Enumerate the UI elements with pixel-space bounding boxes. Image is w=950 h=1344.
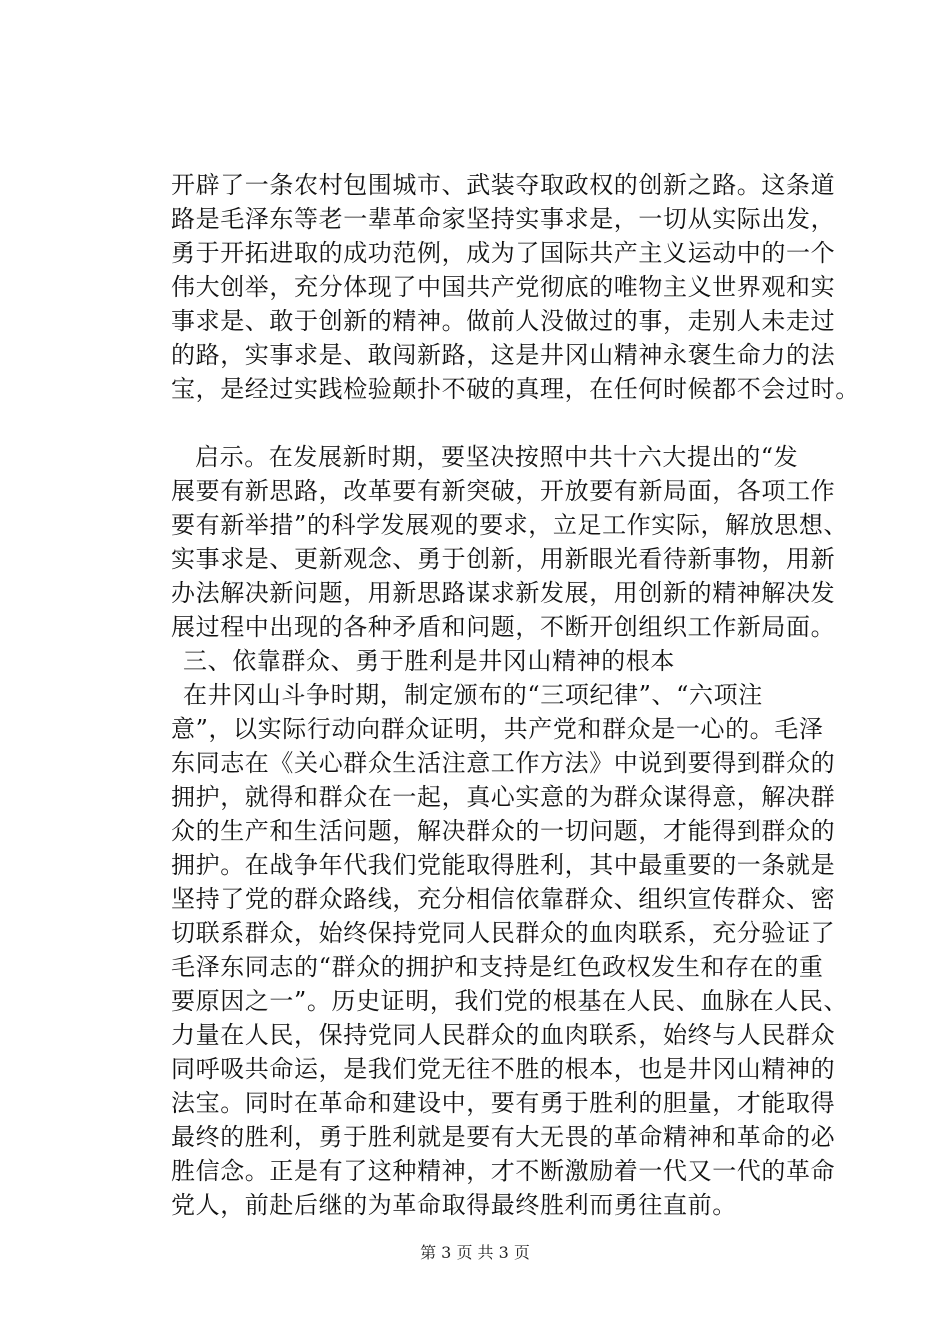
paragraph-masses (171, 678, 861, 1222)
text-line: 要有新举措”的科学发展观的要求，立足工作实际，解放思想、 (171, 511, 849, 539)
text-line: 的路，实事求是、敢闯新路，这是井冈山精神永褒生命力的法 (171, 341, 836, 369)
text-line: 在井冈山斗争时期，制定颁布的“三项纪律”、“六项注 (183, 681, 763, 709)
text-line: 坚持了党的群众路线，充分相信依靠群众、组织宣传群众、密 (171, 885, 836, 913)
text-line: 勇于开拓进取的成功范例，成为了国际共产主义运动中的一个 (171, 239, 836, 267)
text-line: 拥护。在战争年代我们党能取得胜利，其中最重要的一条就是 (171, 851, 836, 879)
text-line: 同呼吸共命运，是我们党无往不胜的根本，也是井冈山精神的 (171, 1055, 836, 1083)
text-line: 拥护，就得和群众在一起，真心实意的为群众谋得意，解决群 (171, 783, 836, 811)
text-line: 力量在人民，保持党同人民群众的血肉联系，始终与人民群众 (171, 1021, 836, 1049)
text-line: 切联系群众，始终保持党同人民群众的血肉联系，充分验证了 (171, 919, 836, 947)
text-line: 办法解决新问题，用新思路谋求新发展，用创新的精神解决发 (171, 579, 836, 607)
text-line: 伟大创举，充分体现了中国共产党彻底的唯物主义世界观和实 (171, 273, 836, 301)
text-line: 众的生产和生活问题，解决群众的一切问题，才能得到群众的 (171, 817, 836, 845)
text-line: 东同志在《关心群众生活注意工作方法》中说到要得到群众的 (171, 749, 836, 777)
text-line: 毛泽东同志的“群众的拥护和支持是红色政权发生和存在的重 (171, 953, 824, 981)
text-line: 开辟了一条农村包围城市、武装夺取政权的创新之路。这条道 (171, 171, 836, 199)
text-line: 党人，前赴后继的为革命取得最终胜利而勇往直前。 (171, 1191, 737, 1219)
paragraph-continuation (171, 168, 861, 406)
text-line: 路是毛泽东等老一辈革命家坚持实事求是，一切从实际出发， (171, 205, 836, 233)
text-line: 事求是、敢于创新的精神。做前人没做过的事，走别人未走过 (171, 307, 836, 335)
document-body (171, 168, 861, 1222)
text-line: 意”，以实际行动向群众证明，共产党和群众是一心的。毛泽 (171, 715, 824, 743)
text-line: 要原因之一”。历史证明，我们党的根基在人民、血脉在人民、 (171, 987, 849, 1015)
text-line: 展过程中出现的各种矛盾和问题，不断开创组织工作新局面。 (171, 613, 836, 641)
paragraph-gap (171, 406, 861, 440)
text-line: 最终的胜利，勇于胜利就是要有大无畏的革命精神和革命的必 (171, 1123, 836, 1151)
page-number-footer: 第 3 页 共 3 页 (420, 1243, 530, 1262)
text-line: 启示。在发展新时期，要坚决按照中共十六大提出的“发 (195, 443, 799, 471)
paragraph-inspiration (171, 440, 861, 644)
text-line: 胜信念。正是有了这种精神，才不断激励着一代又一代的革命 (171, 1157, 836, 1185)
text-line: 实事求是、更新观念、勇于创新，用新眼光看待新事物，用新 (171, 545, 836, 573)
text-line: 法宝。同时在革命和建设中，要有勇于胜利的胆量，才能取得 (171, 1089, 836, 1117)
text-line: 展要有新思路，改革要有新突破，开放要有新局面，各项工作 (171, 477, 836, 505)
text-line: 宝，是经过实践检验颠扑不破的真理，在任何时候都不会过时。 (171, 375, 860, 403)
section-heading: 三、依靠群众、勇于胜利是井冈山精神的根本 (183, 647, 675, 675)
